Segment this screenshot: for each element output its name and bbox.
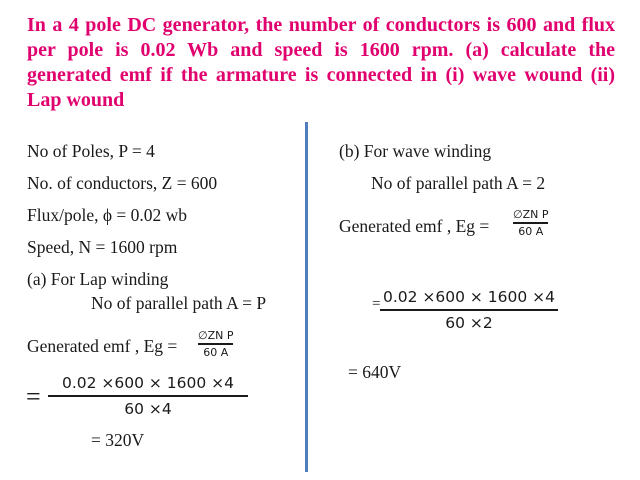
wave-winding-heading: (b) For wave winding <box>339 141 492 161</box>
lap-calc-fraction <box>48 371 248 421</box>
lap-formula-numerator: ∅ZN P <box>198 329 234 342</box>
wave-formula-numerator: ∅ZN P <box>513 208 549 221</box>
lap-result: = 320V <box>91 430 145 450</box>
lap-calc-equals: = <box>26 382 41 411</box>
wave-emf-label: Generated emf , Eg = <box>339 216 490 236</box>
lap-calc-denominator: 60 ×4 <box>124 399 172 418</box>
poles-line: No of Poles, P = 4 <box>27 141 155 161</box>
wave-emf-formula <box>513 207 548 239</box>
wave-parallel-path-line: No of parallel path A = 2 <box>371 173 546 193</box>
wave-result: = 640V <box>348 362 402 382</box>
column-divider <box>305 122 308 472</box>
flux-line: Flux/pole, ϕ = 0.02 wb <box>27 205 188 225</box>
speed-line: Speed, N = 1600 rpm <box>27 237 178 257</box>
lap-emf-formula <box>198 328 233 360</box>
wave-calc-denominator: 60 ×2 <box>445 313 493 332</box>
lap-calc-numerator: 0.02 ×600 × 1600 ×4 <box>61 374 235 392</box>
problem-statement: In a 4 pole DC generator, the number of conductors is 600 and flux per pole is 0.02 Wb and speed is 1600 rpm. (a) calculate the generated emf if the armature is connected in (i) wave wound (ii) Lap wound <box>27 14 615 111</box>
wave-calc-fraction <box>380 285 558 335</box>
wave-calc-numerator: 0.02 ×600 × 1600 ×4 <box>382 288 556 306</box>
wave-calc-equals: = <box>372 296 381 312</box>
wave-formula-denominator: 60 A <box>518 224 544 238</box>
conductors-line: No. of conductors, Z = 600 <box>27 173 218 193</box>
lap-winding-heading: (a) For Lap winding <box>27 269 169 289</box>
lap-parallel-path-line: No of parallel path A = P <box>91 293 267 313</box>
lap-formula-denominator: 60 A <box>203 345 229 359</box>
lap-emf-label: Generated emf , Eg = <box>27 336 178 356</box>
